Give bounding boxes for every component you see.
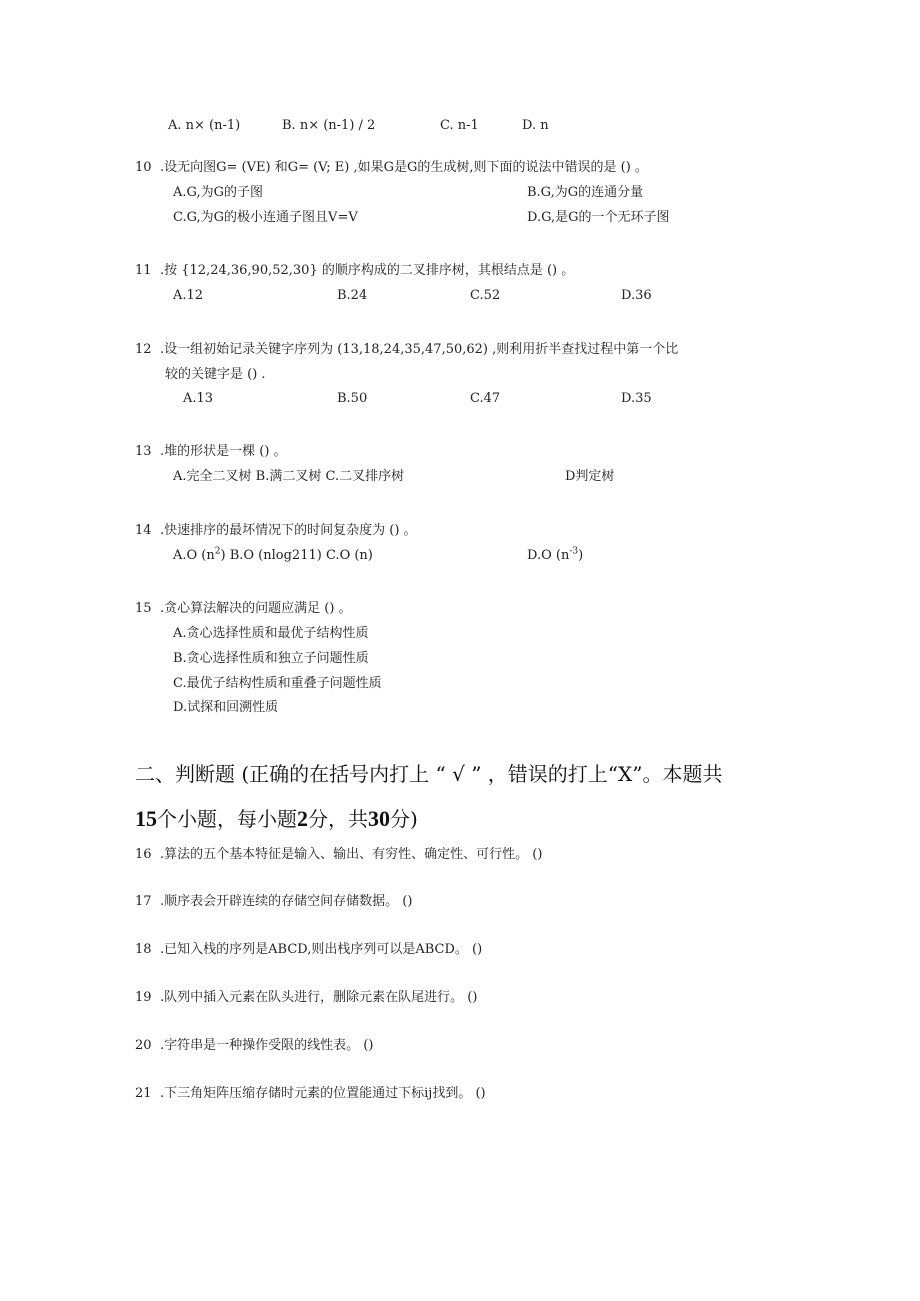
q19-text: .队列中插入元素在队头进行，删除元素在队尾进行。 ()	[160, 990, 478, 1005]
q10-option-b: B.G,为G的连通分量	[527, 185, 644, 200]
q17-text: .顺序表会开辟连续的存储空间存储数据。 ()	[160, 894, 413, 909]
q13-option-d: D判定树	[565, 469, 615, 484]
q11-stem: .按 {12,24,36,90,52,30} 的顺序构成的二叉排序树，其根结点是 () 。	[160, 263, 575, 278]
q21-number: 21	[135, 1086, 152, 1101]
q16-number: 16	[135, 847, 152, 862]
q11-option-a: A.12	[173, 288, 204, 303]
q14-number: 14	[135, 523, 152, 538]
q13-stem: .堆的形状是一棵 () 。	[160, 444, 287, 459]
q11-option-c: C.52	[470, 288, 501, 303]
q19-number: 19	[135, 990, 152, 1005]
q20-text: .字符串是一种操作受限的线性表。 ()	[160, 1038, 374, 1053]
q15-stem: .贪心算法解决的问题应满足 () 。	[160, 601, 352, 616]
q18-number: 18	[135, 942, 152, 957]
q18-text: .已知入栈的序列是ABCD,则出栈序列可以是ABCD。 ()	[160, 942, 483, 957]
q12-stem-continued: 较的关键字是 () .	[165, 367, 266, 382]
q9-option-a: A. n× (n-1)	[168, 118, 241, 133]
q12-number: 12	[135, 342, 152, 357]
q15-number: 15	[135, 601, 152, 616]
q14-stem: .快速排序的最坏情况下的时间复杂度为 () 。	[160, 523, 417, 538]
section-heading-line1: 二、判断题 (正确的在括号内打上 “ √ ” ，错误的打上“X”。本题共	[135, 762, 723, 786]
q12-option-d: D.35	[621, 391, 652, 406]
q15-option-b: B.贪心选择性质和独立子问题性质	[173, 651, 369, 666]
q10-option-a: A.G,为G的子图	[173, 185, 263, 200]
q15-option-a: A.贪心选择性质和最优子结构性质	[173, 626, 369, 641]
q17-number: 17	[135, 894, 152, 909]
q15-option-d: D.试探和回溯性质	[173, 700, 279, 715]
q14-options-abc: A.O $(n^2)$ B.O (nlog211) C.O (n)	[173, 546, 373, 563]
q20-number: 20	[135, 1038, 152, 1053]
q11-number: 11	[135, 263, 152, 278]
q11-option-d: D.36	[621, 288, 652, 303]
q11-option-b: B.24	[337, 288, 368, 303]
q10-option-c: C.G,为G的极小连通子图且V=V	[173, 210, 358, 225]
q10-stem: .设无向图G= (VE) 和G= (V; E) ,如果G是G的生成树,则下面的说法中错误的是 () 。	[160, 160, 648, 175]
q12-option-a: A.13	[183, 391, 214, 406]
section-heading-line2: 15个小题，每小题2分，共30分)	[135, 806, 418, 831]
q21-text: .下三角矩阵压缩存储时元素的位置能通过下标ij找到。 ()	[160, 1086, 486, 1101]
q15-option-c: C.最优子结构性质和重叠子问题性质	[173, 676, 382, 691]
q12-option-c: C.47	[470, 391, 501, 406]
q16-text: .算法的五个基本特征是输入、输出、有穷性、确定性、可行性。 ()	[160, 847, 543, 862]
q12-option-b: B.50	[337, 391, 368, 406]
q14-option-d: D.O $(n^{-3})$	[527, 546, 584, 563]
q13-number: 13	[135, 444, 152, 459]
q9-option-c: C. n-1	[440, 118, 479, 133]
q9-option-d: D. n	[522, 118, 549, 133]
q13-options-abc: A.完全二叉树 B.满二叉树 C.二叉排序树	[173, 469, 405, 484]
q10-option-d: D.G,是G的一个无环子图	[527, 210, 670, 225]
q9-option-b: B. n× (n-1) / 2	[282, 118, 376, 133]
q10-number: 10	[135, 160, 152, 175]
q12-stem: .设一组初始记录关键字序列为 (13,18,24,35,47,50,62) ,则利用折半查找过程中第一个比	[160, 342, 679, 357]
